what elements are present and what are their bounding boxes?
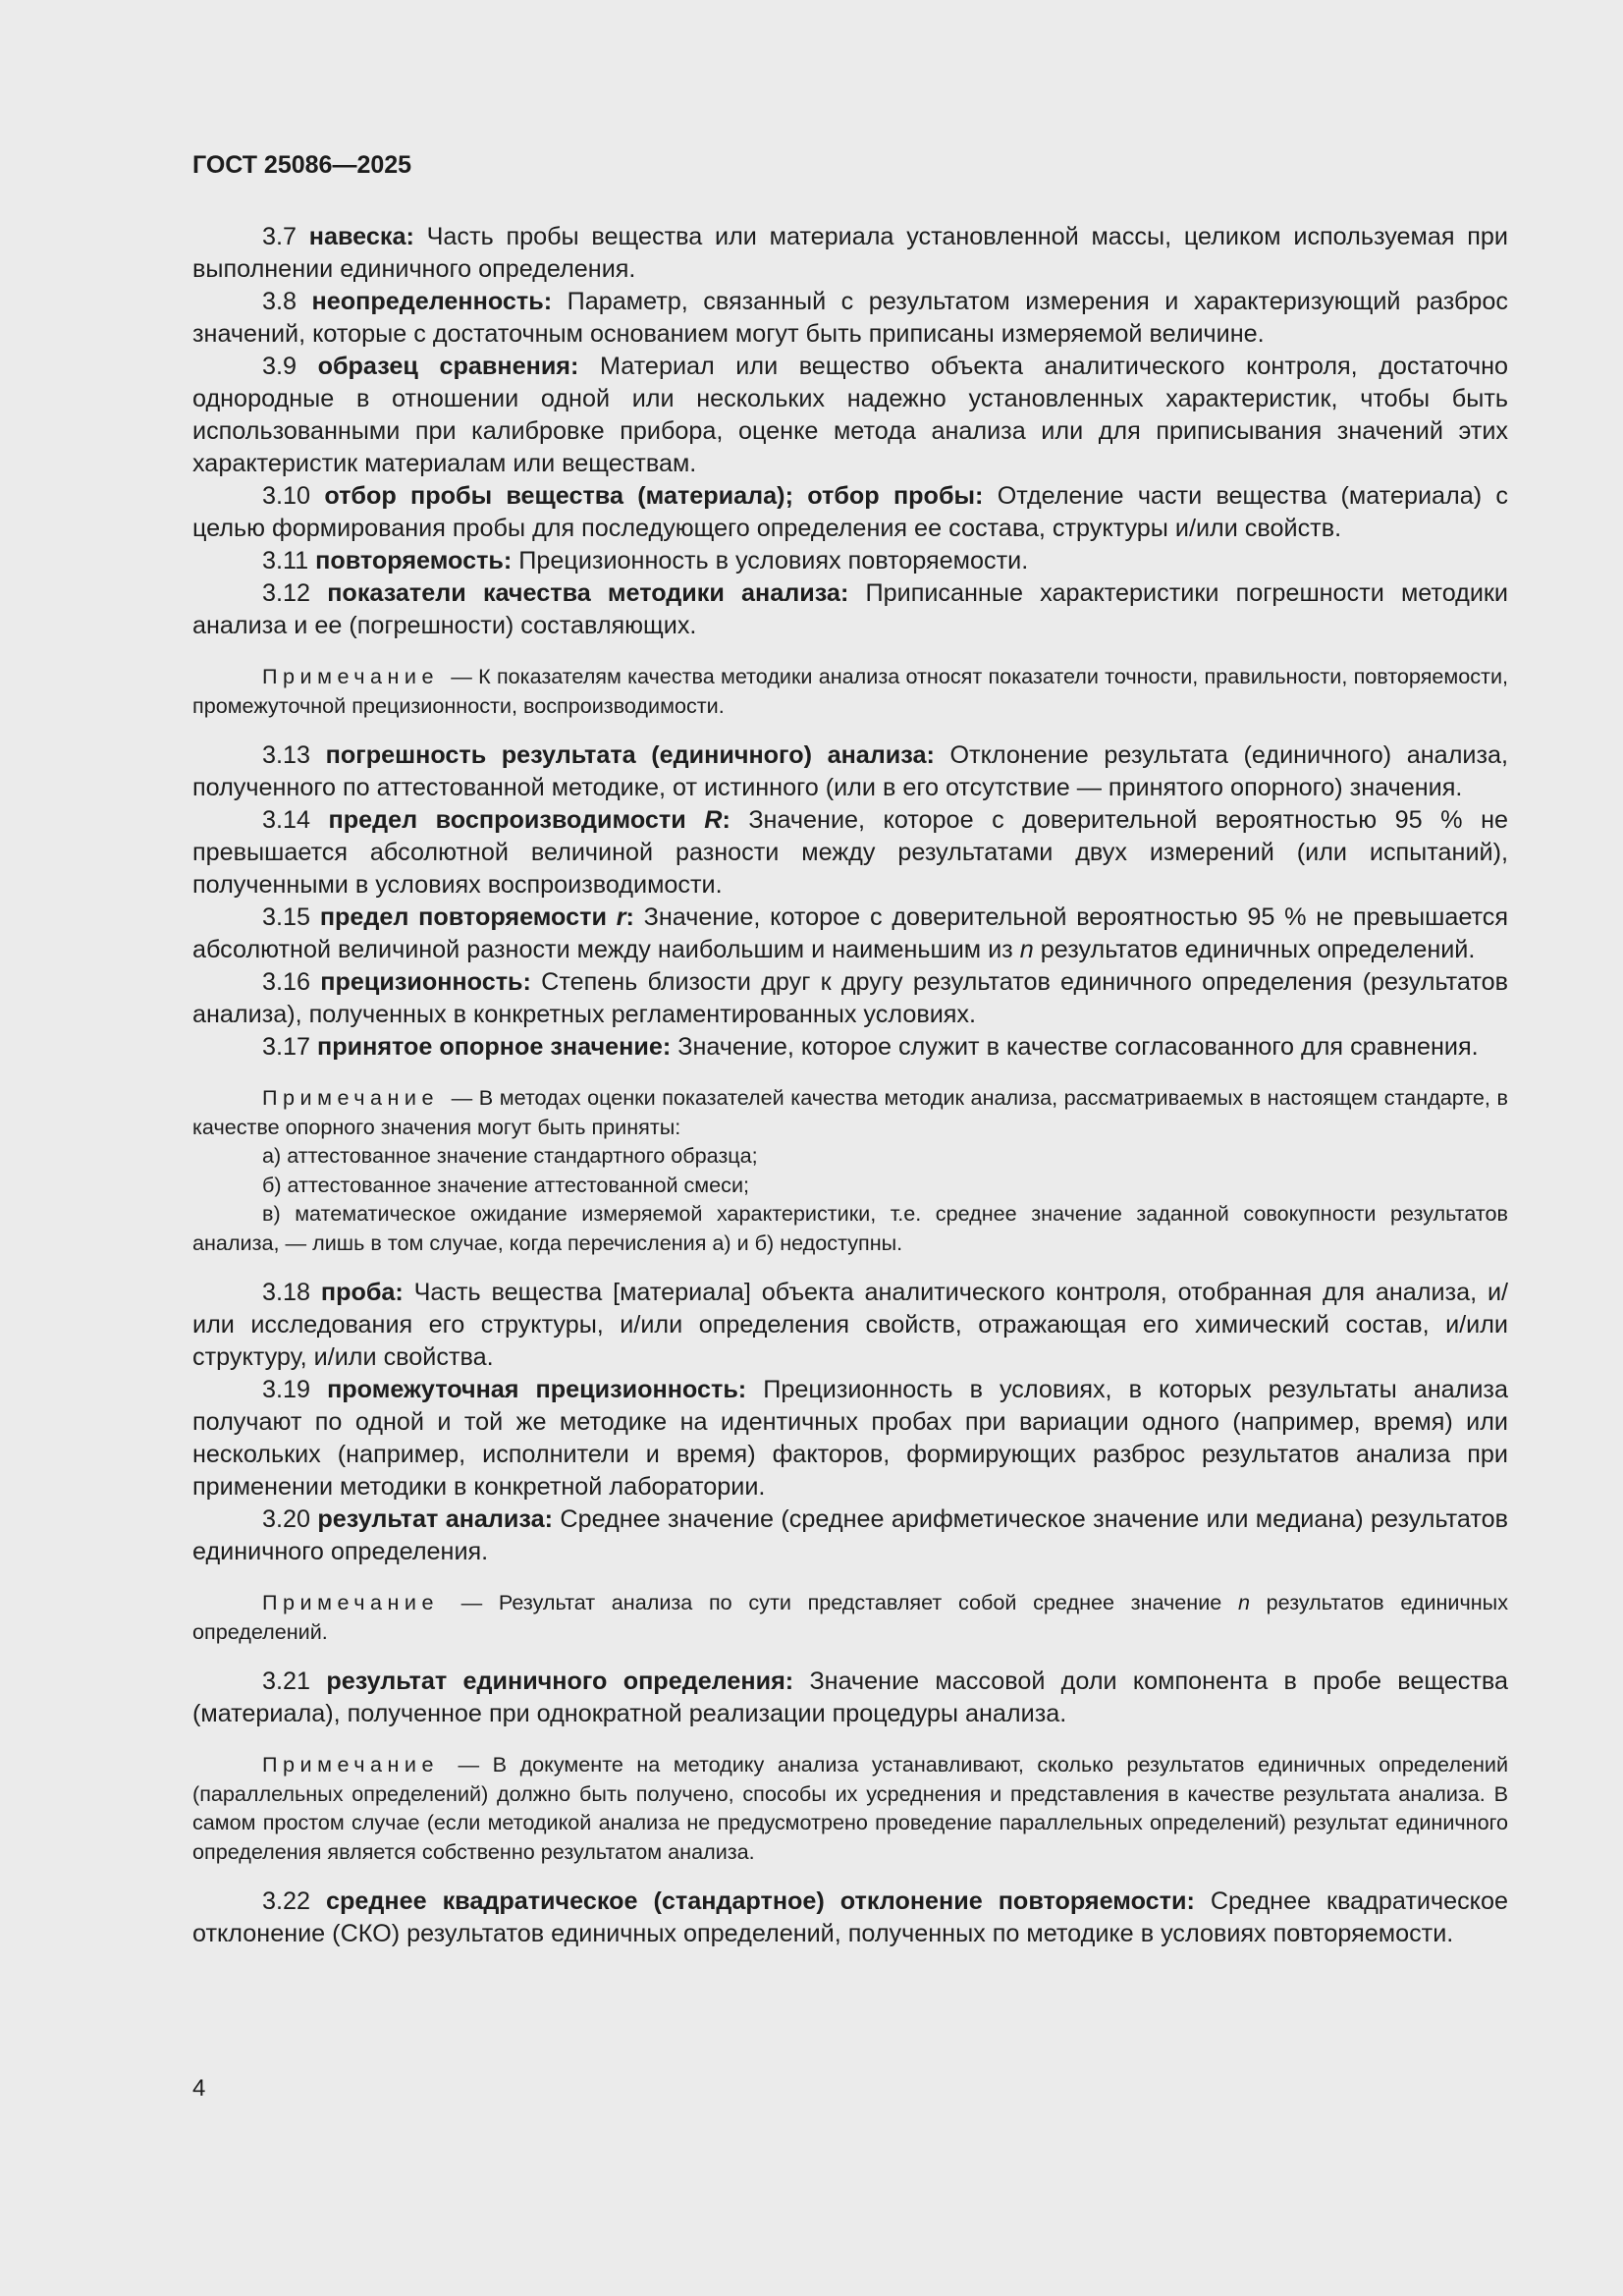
note-label: Примечание [262, 1590, 439, 1614]
term-colon: : [625, 903, 634, 931]
term-number: 3.10 [262, 482, 311, 510]
term-3-7 [192, 221, 1508, 286]
term-number: 3.22 [262, 1887, 311, 1915]
term-3-10 [192, 480, 1508, 545]
term-name: повторяемость: [315, 547, 513, 574]
term-definition-part-a: Значение, которое с доверительной вероятностью 95 % не превышается абсолютной величиной разности между наибольшим и наименьшим из [192, 903, 1508, 963]
term-3-17 [192, 1031, 1508, 1064]
term-name [320, 903, 634, 931]
note-quality-indicators [192, 662, 1508, 720]
term-number: 3.12 [262, 579, 311, 607]
term-definition: Среднее квадратическое отклонение (СКО) результатов единичных определений, полученных по методике в условиях повторяемости. [192, 1887, 1508, 1947]
term-definition: Степень близости друг к другу результатов единичного определения (результатов анализа), полученных в конкретных регламентированных условиях. [192, 968, 1509, 1028]
note-label: Примечание [262, 1085, 439, 1110]
note-reference-value [192, 1083, 1508, 1141]
document-page [192, 0, 1508, 2296]
term-name [329, 806, 730, 834]
note-label: Примечание [262, 664, 439, 688]
term-name: показатели качества методики анализа: [327, 579, 849, 607]
term-name-text: предел повторяемости [319, 903, 617, 931]
term-name: результат единичного определения: [326, 1667, 794, 1695]
note-list-item-b: б) аттестованное значение аттестованной смеси; [262, 1172, 750, 1197]
term-definition: Отклонение результата (единичного) анализа, полученного по аттестованной методике, от истинного (или в его отсутствие — принятого опорного) значения. [192, 741, 1509, 801]
term-name: принятое опорное значение: [317, 1033, 672, 1061]
term-colon: : [722, 806, 730, 834]
term-definition: Среднее значение (среднее арифметическое значение или медиана) результатов единичного определения. [192, 1505, 1508, 1565]
term-number: 3.16 [262, 968, 311, 996]
term-name: неопределенность: [311, 288, 553, 315]
term-number: 3.11 [262, 547, 309, 574]
term-definition: Значение, которое с доверительной вероятностью 95 % не превышается абсолютной величиной разности между результатами двух измерений (или испытаний), полученными в условиях воспроизводимости. [192, 806, 1509, 899]
term-3-11 [192, 545, 1508, 577]
term-definition: Параметр, связанный с результатом измерения и характеризующий разброс значений, которые с достаточным основанием могут быть приписаны измеряемой величине. [192, 288, 1508, 348]
term-definition: Прецизионность в условиях повторяемости. [512, 547, 1029, 574]
term-name-text: предел воспроизводимости [328, 806, 705, 834]
term-3-20 [192, 1503, 1508, 1568]
note-text: — В методах оценки показателей качества методик анализа, рассматриваемых в настоящем стандарте, в качестве опорного значения могут быть приняты: [192, 1085, 1508, 1139]
term-3-8 [192, 286, 1508, 351]
term-number: 3.18 [262, 1279, 311, 1306]
term-3-12 [192, 577, 1508, 642]
term-definition: Материал или вещество объекта аналитического контроля, достаточно однородные в отношении одной или нескольких надежно установленных характеристик, чтобы быть использованными при калибровке прибора, оценке метода анализа или для приписывания значений этих характеристик материалам или веществам. [192, 353, 1508, 477]
term-definition: Прецизионность в условиях, в которых результаты анализа получают по одной и той же методике на идентичных пробах при вариации одного (например, время) или нескольких (например, исполнители и время) факторов, формирующих разброс результатов анализа при применении методики в конкретной лаборатории. [192, 1376, 1508, 1501]
note-text-part-b: результатов единичных определений. [192, 1590, 1508, 1644]
note-text-part-a: — Результат анализа по сути представляет собой среднее значение [460, 1590, 1238, 1614]
term-number: 3.13 [262, 741, 311, 769]
term-definition-part-b: результатов единичных определений. [1033, 936, 1476, 963]
note-list-item-c: в) математическое ожидание измеряемой характеристики, т.е. среднее значение заданной совокупности результатов анализа, — лишь в том случае, когда перечисления а) и б) недоступны. [192, 1201, 1508, 1255]
term-number: 3.19 [262, 1376, 311, 1403]
document-body [192, 221, 1508, 1950]
term-symbol: r [616, 903, 626, 931]
term-number: 3.21 [262, 1667, 311, 1695]
term-number: 3.8 [262, 288, 298, 315]
term-name: проба: [320, 1279, 404, 1306]
note-analysis-result [192, 1588, 1508, 1646]
term-3-18 [192, 1277, 1508, 1374]
term-3-19 [192, 1374, 1508, 1503]
document-header: ГОСТ 25086—2025 [192, 151, 412, 179]
term-name: погрешность результата (единичного) анализа: [325, 741, 935, 769]
term-name: образец сравнения: [317, 353, 579, 380]
note-variable: n [1237, 1590, 1250, 1614]
note-label: Примечание [262, 1752, 439, 1777]
term-number: 3.14 [262, 806, 311, 834]
term-name: промежуточная прецизионность: [327, 1376, 747, 1403]
note-list-item-a: а) аттестованное значение стандартного образца; [262, 1143, 758, 1168]
note-text: — К показателям качества методики анализа относят показатели точности, правильности, повторяемости, промежуточной прецизионности, воспроизводимости. [192, 664, 1509, 718]
term-3-9 [192, 351, 1508, 480]
term-name: отбор пробы вещества (материала); отбор пробы: [324, 482, 984, 510]
term-symbol: R [704, 806, 723, 834]
term-number: 3.9 [262, 353, 298, 380]
term-number: 3.7 [262, 223, 298, 250]
term-number: 3.15 [262, 903, 311, 931]
term-variable: n [1019, 936, 1034, 963]
term-3-15 [192, 902, 1508, 966]
term-definition: Часть пробы вещества или материала установленной массы, целиком используемая при выполнении единичного определения. [192, 223, 1508, 283]
term-definition: Значение массовой доли компонента в пробе вещества (материала), полученное при однократной реализации процедуры анализа. [192, 1667, 1509, 1727]
term-3-22 [192, 1886, 1508, 1950]
term-name: результат анализа: [317, 1505, 553, 1533]
term-name: среднее квадратическое (стандартное) отклонение повторяемости: [326, 1887, 1195, 1915]
term-name: навеска: [308, 223, 414, 250]
term-number: 3.17 [262, 1033, 311, 1061]
term-3-13 [192, 739, 1508, 804]
page-number: 4 [192, 2075, 206, 2102]
note-single-determinations [192, 1750, 1508, 1866]
term-definition: Отделение части вещества (материала) с целью формирования пробы для последующего определения ее состава, структуры и/или свойств. [192, 482, 1509, 542]
term-definition: Часть вещества [материала] объекта аналитического контроля, отобранная для анализа, и/или исследования его структуры, и/или определения свойств, отражающая его химический состав, и/или структуру, и/или свойства. [192, 1279, 1509, 1371]
term-definition: Приписанные характеристики погрешности методики анализа и ее (погрешности) составляющих. [192, 579, 1508, 639]
term-definition: Значение, которое служит в качестве согласованного для сравнения. [671, 1033, 1479, 1061]
term-3-21 [192, 1666, 1508, 1730]
note-text: — В документе на методику анализа устанавливают, сколько результатов единичных определений (параллельных определений) должно быть получено, способы их усреднения и представления в качестве результата анализа. В самом простом случае (если методикой анализа не предусмотрено проведение параллельных определений) результат единичного определения является собственно результатом анализа. [192, 1752, 1509, 1864]
term-number: 3.20 [262, 1505, 311, 1533]
term-name: прецизионность: [320, 968, 531, 996]
term-3-16 [192, 966, 1508, 1031]
term-3-14 [192, 804, 1508, 902]
